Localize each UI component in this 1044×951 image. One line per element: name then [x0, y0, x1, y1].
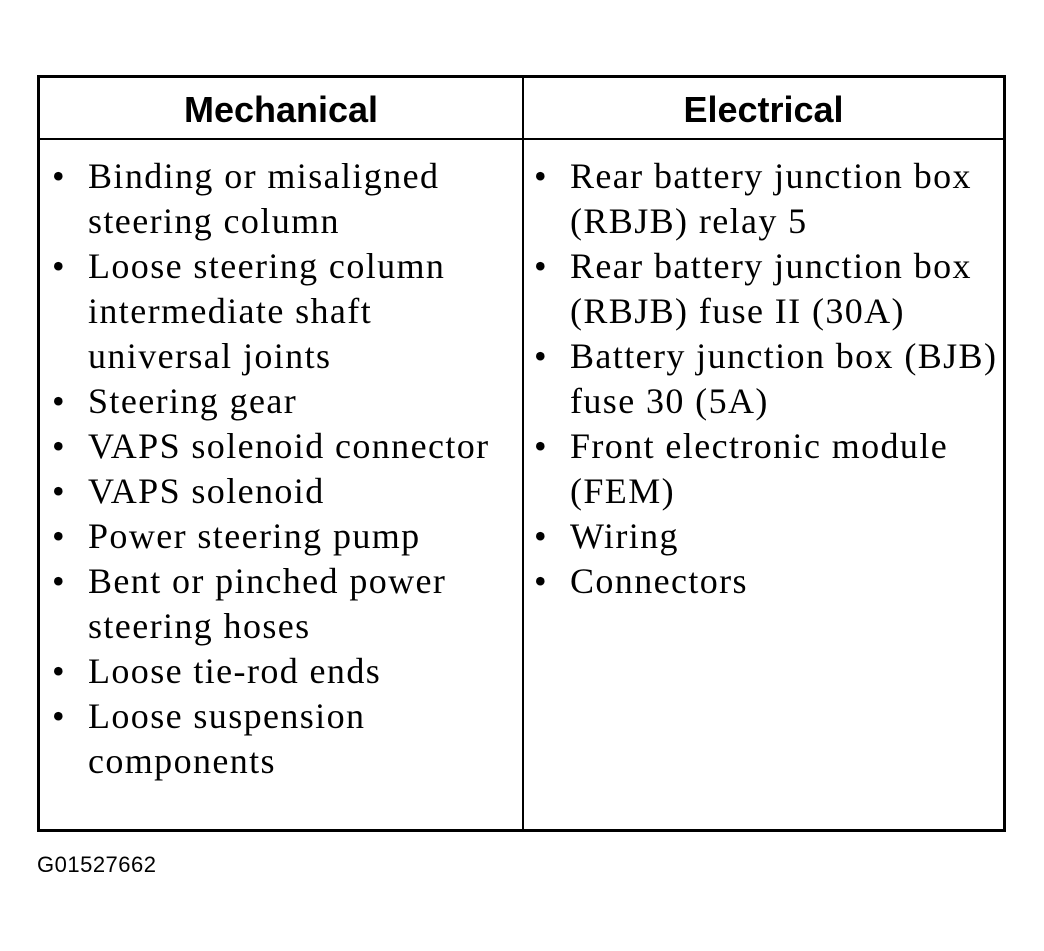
bullet-icon: •: [52, 516, 67, 556]
list-item-text: Rear battery junction box (RBJB) relay 5: [570, 156, 972, 241]
list-item: [52, 694, 522, 784]
bullet-icon: •: [52, 156, 67, 196]
bullet-icon: •: [52, 246, 67, 286]
list-item: [52, 424, 522, 469]
list-item-text: VAPS solenoid: [88, 471, 325, 511]
list-item-text: Front electronic module (FEM): [570, 426, 949, 511]
bullet-icon: •: [52, 696, 67, 736]
symptom-table: [37, 75, 1006, 832]
bullet-icon: •: [534, 156, 549, 196]
list-item-text: Connectors: [570, 561, 748, 601]
list-item: [52, 154, 522, 244]
bullet-icon: •: [534, 516, 549, 556]
bullet-icon: •: [52, 651, 67, 691]
list-item: [52, 649, 522, 694]
bullet-icon: •: [52, 426, 67, 466]
bullet-icon: •: [534, 246, 549, 286]
list-item-text: Loose suspension components: [88, 696, 366, 781]
list-item: [534, 559, 1003, 604]
bullet-icon: •: [534, 336, 549, 376]
electrical-header: Electrical: [524, 78, 1003, 140]
list-item-text: Binding or misaligned steering column: [88, 156, 440, 241]
bullet-icon: •: [534, 426, 549, 466]
electrical-list: [534, 154, 1003, 604]
list-item: [534, 244, 1003, 334]
list-item: [534, 514, 1003, 559]
list-item: [52, 559, 522, 649]
list-item-text: Loose tie-rod ends: [88, 651, 382, 691]
list-item-text: Rear battery junction box (RBJB) fuse II (30A): [570, 246, 972, 331]
mechanical-column: [40, 140, 524, 829]
figure-id: G01527662: [37, 852, 157, 877]
list-item: [52, 379, 522, 424]
list-item-text: Wiring: [570, 516, 679, 556]
list-item-text: Steering gear: [88, 381, 298, 421]
list-item-text: Loose steering column intermediate shaft universal joints: [88, 246, 446, 376]
mechanical-list: [52, 154, 522, 784]
bullet-icon: •: [52, 471, 67, 511]
bullet-icon: •: [52, 381, 67, 421]
mechanical-header: Mechanical: [40, 78, 524, 140]
bullet-icon: •: [534, 561, 549, 601]
list-item-text: VAPS solenoid connector: [88, 426, 490, 466]
list-item: [52, 469, 522, 514]
list-item-text: Bent or pinched power steering hoses: [88, 561, 447, 646]
bullet-icon: •: [52, 561, 67, 601]
electrical-column: [524, 140, 1003, 829]
list-item-text: Power steering pump: [88, 516, 421, 556]
list-item: [534, 154, 1003, 244]
list-item: [52, 514, 522, 559]
list-item: [52, 244, 522, 379]
list-item-text: Battery junction box (BJB) fuse 30 (5A): [570, 336, 998, 421]
list-item: [534, 334, 1003, 424]
list-item: [534, 424, 1003, 514]
